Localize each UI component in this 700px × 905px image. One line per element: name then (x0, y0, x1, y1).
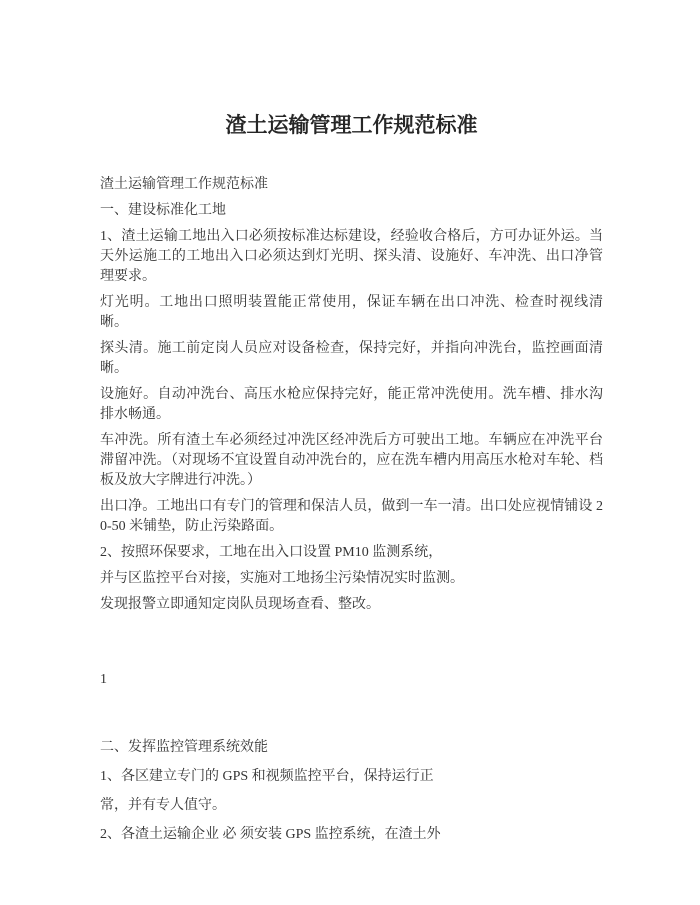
section1-paragraph-clean-exit: 出口净。工地出口有专门的管理和保洁人员，做到一车一清。出口处应视情铺设 20-50 米铺垫，防止污染路面。 (100, 499, 603, 534)
section1-paragraph-facilities: 设施好。自动冲洗台、高压水枪应保持完好，能正常冲洗使用。洗车槽、排水沟排水畅通。 (100, 387, 603, 422)
section2-paragraph-gps-install: 2、各渣土运输企业 必 须安装 GPS 监控系统，在渣土外 (100, 827, 441, 842)
section1-paragraph-alarm-response: 发现报警立即通知定岗队员现场查看、整改。 (100, 597, 380, 612)
section1-paragraph-lighting: 灯光明。工地出口照明装置能正常使用，保证车辆在出口冲洗、检查时视线清晰。 (100, 295, 603, 330)
document-title: 渣土运输管理工作规范标准 (225, 113, 478, 137)
page-number: 1 (100, 672, 107, 687)
section1-paragraph-truck-washing: 车冲洗。所有渣土车必须经过冲洗区经冲洗后方可驶出工地。车辆应在冲洗平台滞留冲洗。（对现场不宜设置自动冲洗台的，应在洗车槽内用高压水枪对车轮、档板及放大字牌进行冲洗。） (100, 433, 603, 488)
section2-paragraph-staffed: 常，并有专人值守。 (100, 798, 226, 813)
section1-paragraph-pm10-monitoring: 2、按照环保要求，工地在出入口设置 PM10 监测系统， (100, 545, 443, 560)
section1-heading: 一、建设标准化工地 (100, 203, 226, 218)
section2-paragraph-gps-platform: 1、各区建立专门的 GPS 和视频监控平台，保持运行正 (100, 769, 434, 784)
section1-paragraph-camera: 探头清。施工前定岗人员应对设备检查，保持完好，并指向冲洗台，监控画面清晰。 (100, 341, 603, 376)
section2-heading: 二、发挥监控管理系统效能 (100, 740, 268, 755)
section1-paragraph-district-platform: 并与区监控平台对接，实施对工地扬尘污染情况实时监测。 (100, 571, 464, 586)
section1-paragraph-entrance-standard: 1、渣土运输工地出入口必须按标准达标建设，经验收合格后，方可办证外运。当天外运施工的工地出入口必须达到灯光明、探头清、设施好、车冲洗、出口净管理要求。 (100, 229, 603, 284)
document-subtitle: 渣土运输管理工作规范标准 (100, 177, 268, 192)
